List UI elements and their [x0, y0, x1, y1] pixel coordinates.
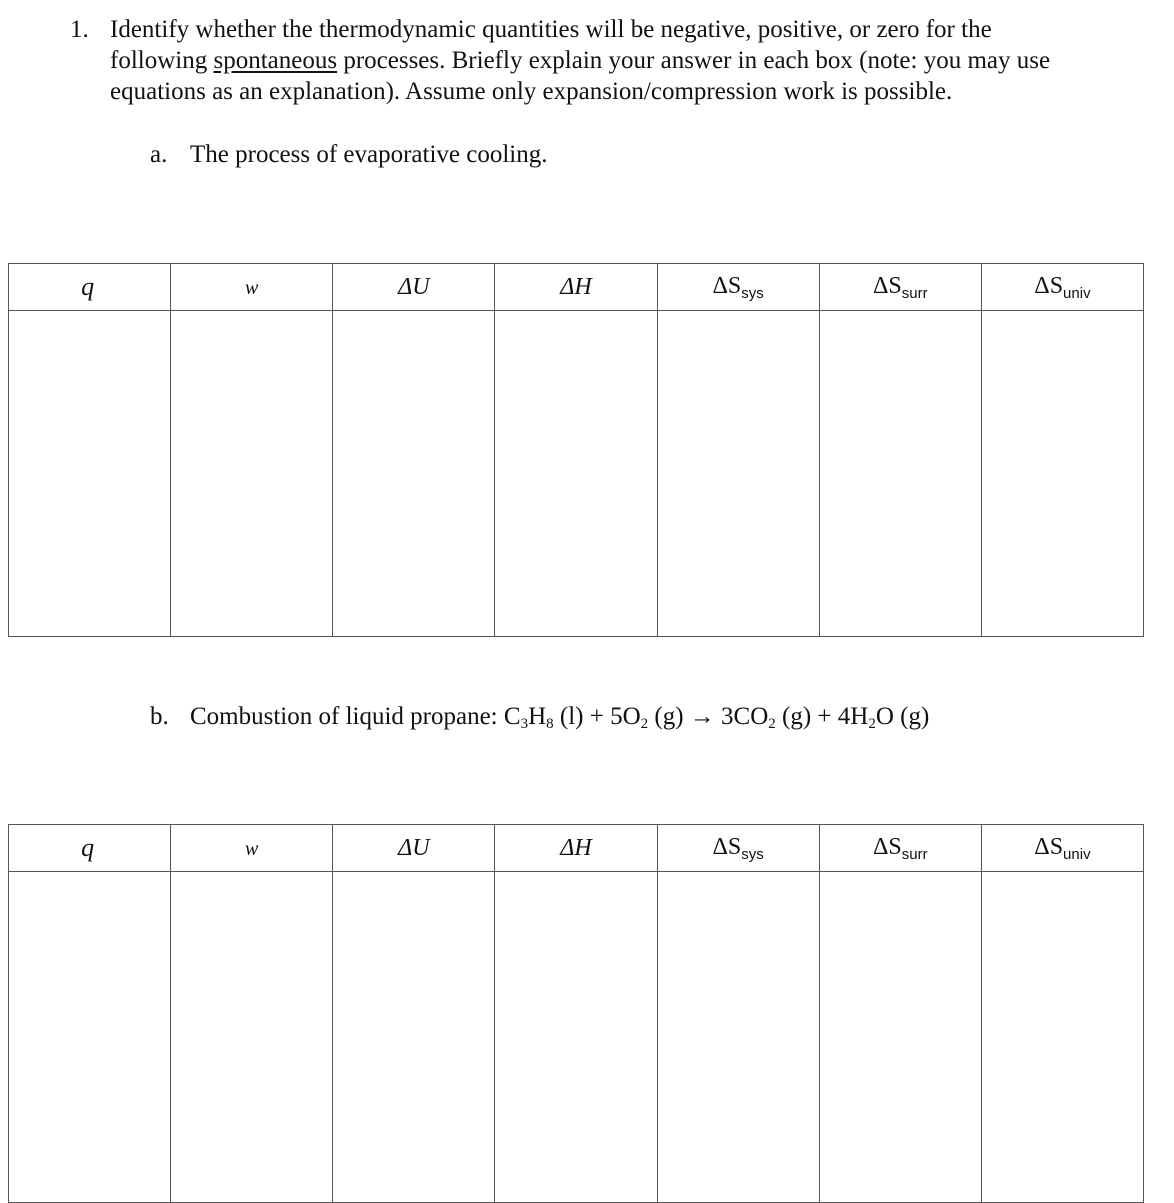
header-delta-u: ΔU — [333, 825, 495, 872]
header-delta-s-sys: $\Delta S_{sys}$ — [657, 264, 819, 311]
header-delta-u: ΔU — [333, 264, 495, 311]
answer-box-delta-s-univ[interactable] — [981, 872, 1143, 1203]
answer-box-w[interactable] — [171, 311, 333, 637]
answer-box-q[interactable] — [9, 311, 171, 637]
part-a-label — [150, 139, 548, 170]
propane-formula: $C_3H_8$ — [503, 703, 554, 732]
answer-table-b — [8, 824, 1144, 1203]
answer-box-delta-h[interactable] — [495, 872, 657, 1203]
header-delta-h: ΔH — [495, 264, 657, 311]
header-w: w — [171, 264, 333, 311]
answer-box-delta-u[interactable] — [333, 311, 495, 637]
header-delta-s-surr: $\Delta S_{surr}$ — [819, 825, 981, 872]
table-b-answer-row — [9, 872, 1144, 1203]
part-b-label: b. Combustion of liquid propane: $C_3H_8$ $(l) + 5O_2$ $(g) \to 3CO_2$ $(g) + 4H_2O$ (g) — [150, 703, 930, 732]
question-text-before: Identify whether the thermodynamic quantities will be negative, positive, or zero for the following — [110, 16, 992, 74]
header-q: q — [9, 825, 171, 872]
header-delta-s-univ: $\Delta S_{univ}$ — [981, 825, 1143, 872]
part-b-text-prefix: Combustion of liquid propane: — [190, 703, 504, 730]
underlined-word-spontaneous: spontaneous — [213, 47, 338, 74]
answer-box-delta-h[interactable] — [495, 311, 657, 637]
answer-box-delta-u[interactable] — [333, 872, 495, 1203]
part-a-text: The process of evaporative cooling. — [190, 141, 548, 168]
header-delta-s-surr: $\Delta S_{surr}$ — [819, 264, 981, 311]
header-q: q — [9, 264, 171, 311]
answer-box-q[interactable] — [9, 872, 171, 1203]
header-delta-s-sys: $\Delta S_{sys}$ — [657, 825, 819, 872]
answer-box-delta-s-sys[interactable] — [657, 872, 819, 1203]
answer-box-delta-s-surr[interactable] — [819, 872, 981, 1203]
question-1 — [70, 14, 1070, 107]
part-a-letter: a. — [150, 141, 168, 168]
header-w: w — [171, 825, 333, 872]
answer-box-w[interactable] — [171, 872, 333, 1203]
answer-box-delta-s-univ[interactable] — [981, 311, 1143, 637]
table-a-header-row — [9, 264, 1144, 311]
table-b-header-row — [9, 825, 1144, 872]
question-text — [110, 14, 1070, 107]
answer-box-delta-s-surr[interactable] — [819, 311, 981, 637]
answer-table-a — [8, 263, 1144, 637]
part-b-letter: b. — [150, 703, 169, 730]
table-a-answer-row — [9, 311, 1144, 637]
question-text-after: processes. Briefly explain your answer in each box (note: you may use equations as an explanation). Assume only expansion/compression work is possible. — [110, 47, 1051, 105]
header-delta-s-univ: $\Delta S_{univ}$ — [981, 264, 1143, 311]
answer-box-delta-s-sys[interactable] — [657, 311, 819, 637]
question-number: 1. — [70, 16, 89, 43]
header-delta-h: ΔH — [495, 825, 657, 872]
